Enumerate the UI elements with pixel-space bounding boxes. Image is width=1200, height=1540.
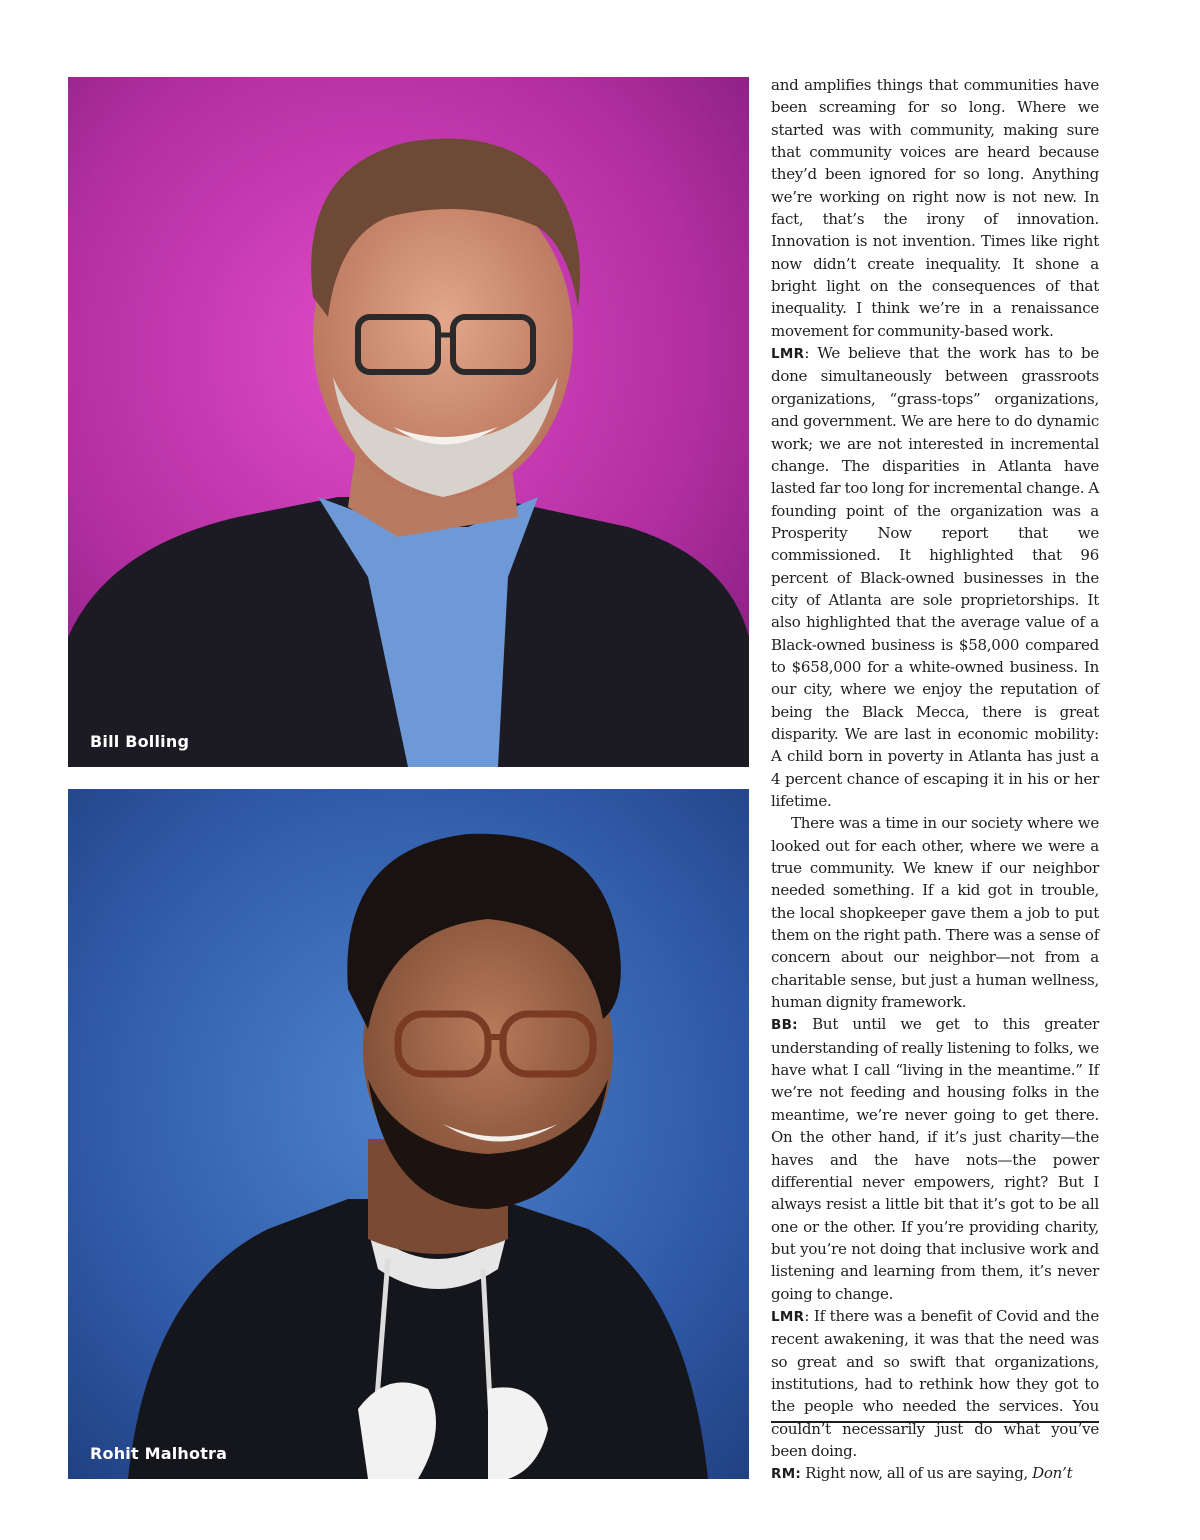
speaker-label: LMR <box>771 1308 805 1325</box>
paragraph-text: : We believe that the work has to be done simultaneously between grassroots organizations, “grass-tops” organizations, and government. We are here to do dynamic work; we are not interested in incremental change. The disparities in Atlanta have lasted far too long for incremental change. A founding point of the organization was a Prosperity Now report that we commissioned. It highlighted that 96 percent of Black-owned businesses in the city of Atlanta are sole proprietorships. It also highlighted that the average value of a Black-owned business is $58,000 compared to $658,000 for a white-owned business. In our city, where we enjoy the reputation of being the Black Mecca, there is great disparity. We are last in economic mobility: A child born in poverty in Atlanta has just a 4 percent chance of escaping it in his or her lifetime. <box>771 344 1099 810</box>
article-paragraph <box>771 342 1099 812</box>
portrait-photo-bill-bolling <box>68 77 749 767</box>
paragraph-text: Right now, all of us are saying, <box>801 1464 1033 1483</box>
article-paragraph <box>771 812 1099 1013</box>
portrait-photo-rohit-malhotra <box>68 789 749 1479</box>
paragraph-text: : If there was a benefit of Covid and the recent awakening, it was that the need was so great and so swift that organizations, institutions, had to rethink how they got to the people who needed the services. You couldn’t necessarily just do what you’ve been doing. <box>771 1306 1099 1460</box>
article-paragraph <box>771 1013 1099 1304</box>
column-end-rule <box>771 1421 1099 1423</box>
speaker-label: BB: <box>771 1017 798 1034</box>
article-paragraph <box>771 1305 1099 1462</box>
portrait-photo-icon <box>68 77 749 767</box>
speaker-label: LMR <box>771 346 805 363</box>
portrait-photo-icon <box>68 789 749 1479</box>
photo-caption: Rohit Malhotra <box>90 1444 228 1463</box>
speaker-label: RM: <box>771 1466 802 1483</box>
paragraph-text: and amplifies things that communities have been screaming for so long. Where we started was with community, making sure that community voices are heard because they’d been ignored for so long. Anything we’re working on right now is not new. In fact, that’s the irony of innovation. Innovation is not invention. Times like right now didn’t create inequality. It shone a bright light on the consequences of that inequality. I think we’re in a renaissance movement for community-based work. <box>771 76 1099 340</box>
article-paragraph <box>771 74 1099 342</box>
article-column <box>771 74 1099 1486</box>
paragraph-italic-text: Don’t <box>1032 1464 1073 1483</box>
paragraph-text: But until we get to this greater understanding of really listening to folks, we have what I call “living in the meantime.” If we’re not feeding and housing folks in the meantime, we’re never going to get there. On the other hand, if it’s just charity—the haves and the have nots—the power differential never empowers, right? But I always resist a little bit that it’s got to be all one or the other. If you’re providing charity, but you’re not doing that inclusive work and listening and learning from them, it’s never going to change. <box>771 1015 1099 1303</box>
paragraph-text: There was a time in our society where we looked out for each other, where we were a true community. We knew if our neighbor needed something. If a kid got in trouble, the local shopkeeper gave them a job to put them on the right path. There was a sense of concern about our neighbor—not from a charitable sense, but just a human wellness, human dignity framework. <box>771 814 1099 1012</box>
article-paragraph <box>771 1462 1099 1485</box>
photo-caption: Bill Bolling <box>90 732 190 751</box>
